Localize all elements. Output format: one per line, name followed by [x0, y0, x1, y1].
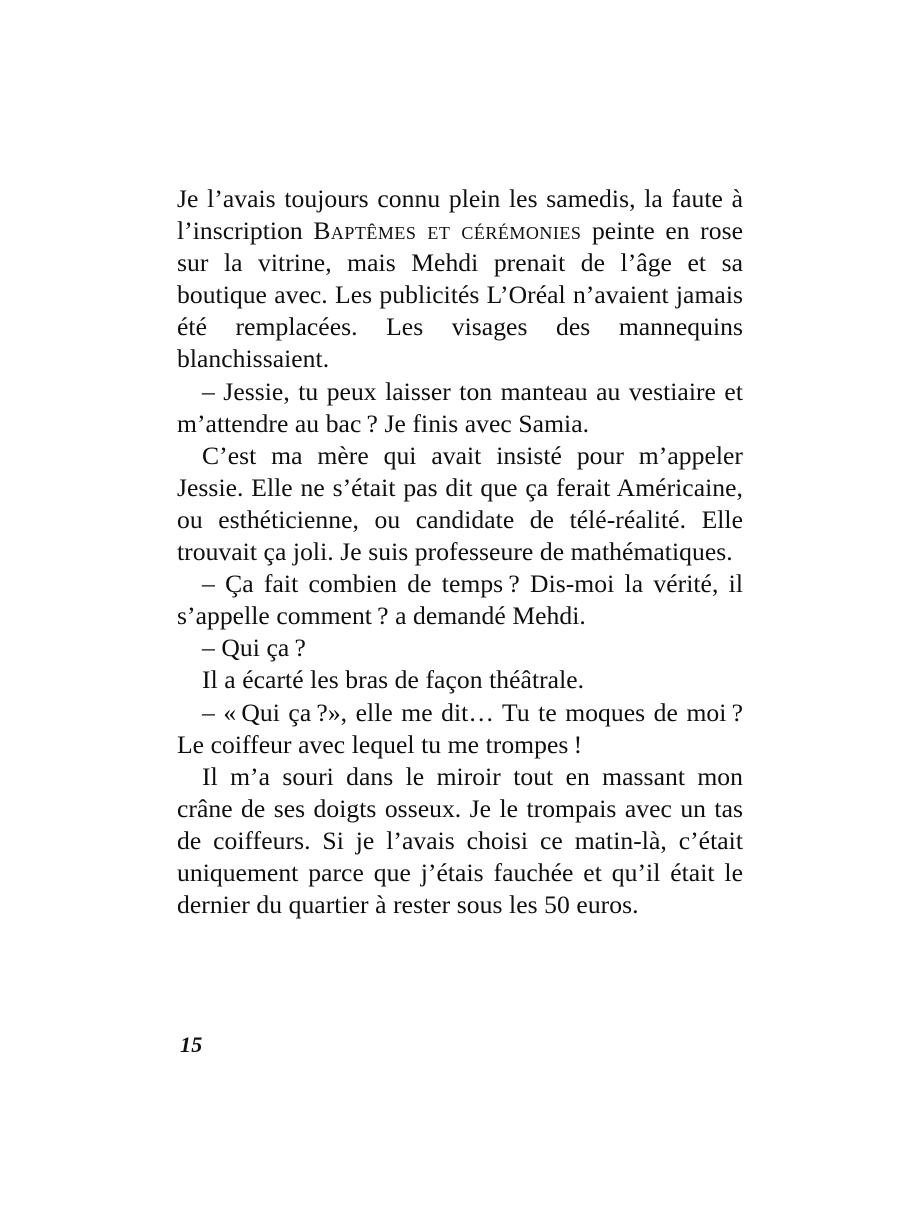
paragraph: – Qui ça ? — [202, 633, 306, 663]
small-caps-inscription: Baptêmes et cérémonies — [313, 216, 582, 246]
paragraph: – « Qui ça ?», elle me dit… Tu te moques de moi ? Le coiffeur avec lequel tu me trompes ! — [177, 697, 743, 759]
paragraph-text-tail: peinte en rose sur la vitrine, mais Mehdi prenait de l’âge et sa boutique avec. Les publicités L’Oréal n’avaient jamais été remplacées. Les visages des mannequins blanchissaient. — [177, 216, 743, 374]
paragraph: – Ça fait combien de temps ? Dis-moi la vérité, il s’appelle comment ? a demandé Mehdi. — [177, 569, 743, 631]
paragraph: Il m’a souri dans le miroir tout en massant mon crâne de ses doigts osseux. Je le trompais avec un tas de coiffeurs. Si je l’avais choisi ce matin-là, c’était uniquement parce que j’étais fauchée et qu’il était le dernier du quartier à rester sous les 50 euros. — [177, 761, 743, 920]
paragraph: C’est ma mère qui avait insisté pour m’appeler Jessie. Elle ne s’était pas dit que ça ferait Américaine, ou esthéticienne, ou candidate de télé-réalité. Elle trouvait ça joli. Je suis professeure de mathématiques. — [177, 440, 743, 567]
body-text-block — [177, 183, 743, 921]
paragraph: Il a écarté les bras de façon théâtrale. — [202, 665, 585, 695]
paragraph-text-lead: Je l’avais toujours connu plein les samedis, la faute à l’inscription — [177, 184, 743, 246]
paragraph — [177, 183, 743, 376]
page-number: 15 — [180, 1032, 203, 1057]
paragraph: – Jessie, tu peux laisser ton manteau au vestiaire et m’attendre au bac ? Je finis avec Samia. — [177, 376, 743, 438]
